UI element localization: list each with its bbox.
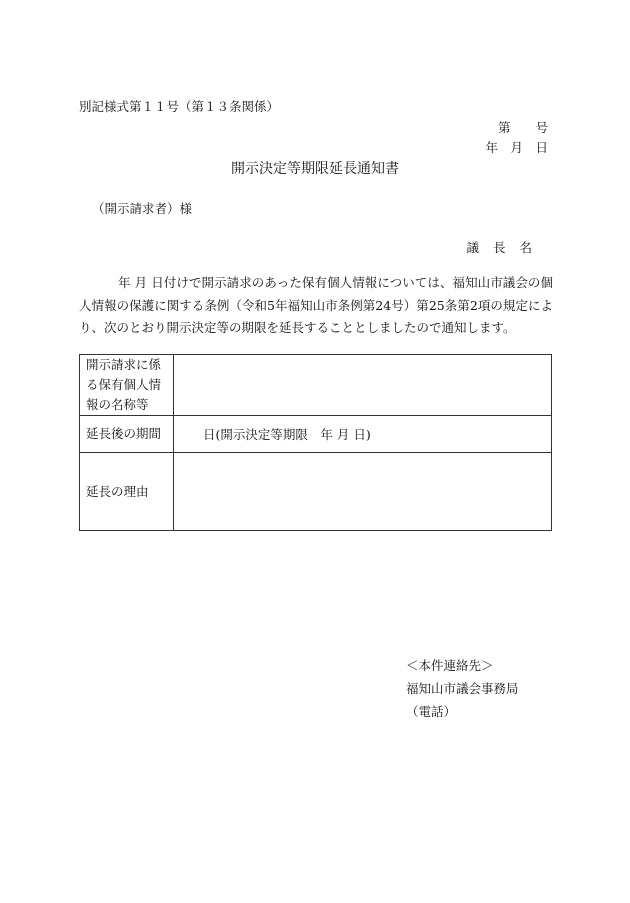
table-label-info-name: 開示請求に係る保有個人情報の名称等 (80, 355, 174, 416)
addressee: （開示請求者）様 (92, 201, 193, 216)
table-row (80, 355, 552, 416)
contact-heading: ＜本件連絡先＞ (406, 658, 494, 673)
document-title: 開示決定等期限延長通知書 (231, 161, 399, 177)
contact-phone: （電話） (406, 704, 457, 719)
table-value-info-name (174, 355, 552, 416)
table-row (80, 416, 552, 453)
table-value-extended-period: 日(開示決定等期限 年 月 日) (174, 416, 552, 453)
contact-block (406, 654, 519, 723)
form-number: 別記様式第１１号（第１３条関係） (79, 99, 280, 114)
info-table (79, 354, 552, 531)
sender-name: 議長名 (466, 240, 546, 255)
document-date: 年 月 日 (485, 140, 548, 155)
body-paragraph: 年 月 日付けで開示請求のあった保有個人情報については、福知山市議会の個人情報の保護に関する条例（令和5年福知山市条例第24号）第25条第2項の規定により、次のとおり開示決定等の期限を延長することとしましたので通知します。 (79, 275, 553, 335)
contact-office: 福知山市議会事務局 (406, 681, 519, 696)
table-label-extended-period: 延長後の期間 (80, 416, 174, 453)
document-number: 第 号 (497, 120, 548, 135)
table-row (80, 453, 552, 531)
table-value-reason (174, 453, 552, 531)
table-label-reason: 延長の理由 (80, 453, 174, 531)
